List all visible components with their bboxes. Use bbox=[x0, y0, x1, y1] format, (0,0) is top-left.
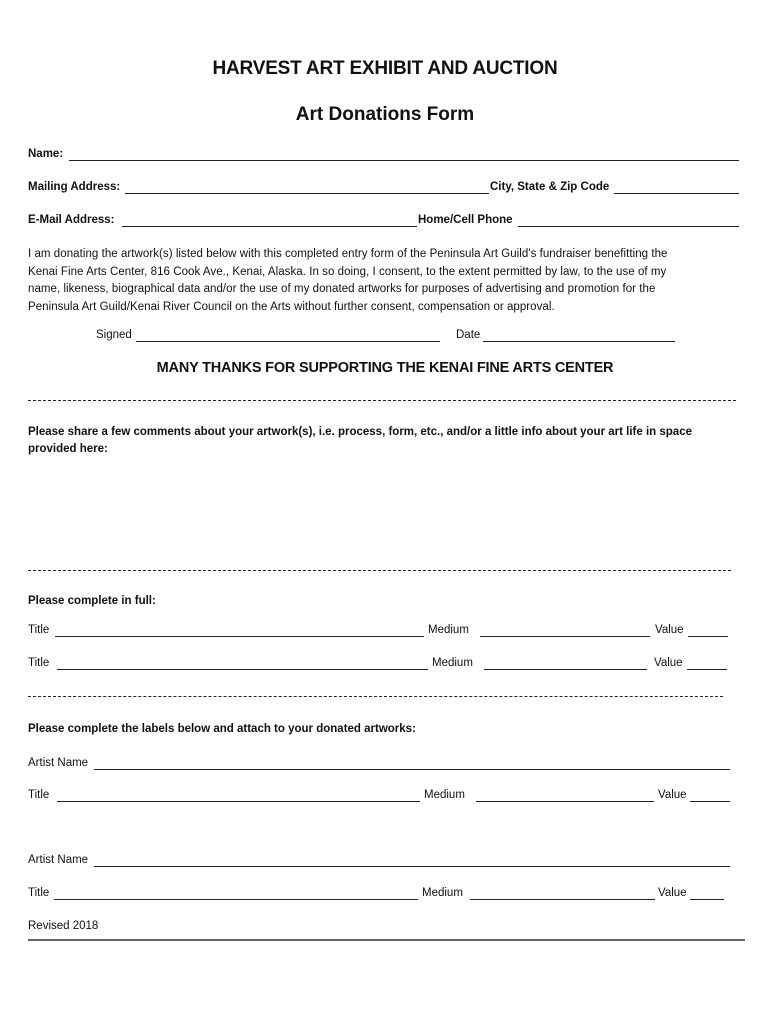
form-subtitle: Art Donations Form bbox=[295, 104, 475, 125]
title-field[interactable] bbox=[55, 636, 424, 637]
form-title: HARVEST ART EXHIBIT AND AUCTION bbox=[212, 58, 558, 79]
medium-label: Medium bbox=[422, 887, 463, 899]
comments-prompt-continued: provided here: bbox=[28, 443, 108, 455]
dashed-divider bbox=[28, 696, 723, 697]
date-field[interactable] bbox=[483, 341, 675, 342]
comments-prompt: Please share a few comments about your artwork(s), i.e. process, form, etc., and/or a little info about your art life in space bbox=[28, 426, 692, 438]
email-field[interactable] bbox=[122, 226, 417, 227]
complete-heading: Please complete in full: bbox=[28, 595, 156, 607]
consent-line: I am donating the artwork(s) listed below with this completed entry form of the Peninsula Art Guild's fundraiser benefitting the bbox=[28, 248, 668, 260]
mailing-address-field[interactable] bbox=[125, 193, 489, 194]
signed-label: Signed bbox=[96, 329, 132, 341]
thanks-heading: MANY THANKS FOR SUPPORTING THE KENAI FINE ARTS CENTER bbox=[156, 360, 614, 376]
value-field[interactable] bbox=[690, 899, 724, 900]
footer-rule bbox=[28, 939, 745, 941]
medium-field[interactable] bbox=[476, 801, 654, 802]
artist-name-field[interactable] bbox=[94, 769, 730, 770]
medium-label: Medium bbox=[428, 624, 469, 636]
signature-field[interactable] bbox=[136, 341, 440, 342]
consent-line: Peninsula Art Guild/Kenai River Council on the Arts without further consent, compensation or approval. bbox=[28, 300, 555, 313]
title-label: Title bbox=[28, 657, 50, 669]
dashed-divider bbox=[28, 570, 731, 571]
artist-name-label: Artist Name bbox=[28, 854, 89, 866]
dashed-divider bbox=[28, 400, 736, 401]
mailing-address-label: Mailing Address: bbox=[28, 181, 121, 193]
medium-label: Medium bbox=[432, 657, 473, 669]
artist-name-field[interactable] bbox=[94, 866, 730, 867]
medium-field[interactable] bbox=[484, 669, 647, 670]
value-field[interactable] bbox=[688, 636, 728, 637]
revised-note: Revised 2018 bbox=[28, 920, 99, 932]
medium-field[interactable] bbox=[480, 636, 650, 637]
consent-line: name, likeness, biographical data and/or the use of my donated artworks for purposes of advertising and promotion for the bbox=[28, 283, 656, 295]
title-field[interactable] bbox=[57, 669, 428, 670]
consent-paragraph bbox=[28, 246, 748, 316]
artist-name-label: Artist Name bbox=[28, 757, 89, 769]
value-field[interactable] bbox=[687, 669, 727, 670]
phone-label: Home/Cell Phone bbox=[418, 214, 513, 226]
value-label: Value bbox=[658, 789, 687, 801]
labels-heading: Please complete the labels below and attach to your donated artworks: bbox=[28, 723, 416, 735]
email-label: E-Mail Address: bbox=[28, 214, 115, 226]
medium-field[interactable] bbox=[470, 899, 655, 900]
title-field[interactable] bbox=[57, 801, 420, 802]
title-field[interactable] bbox=[54, 899, 418, 900]
value-label: Value bbox=[658, 887, 687, 899]
name-field[interactable] bbox=[69, 160, 739, 161]
phone-field[interactable] bbox=[518, 226, 739, 227]
value-label: Value bbox=[655, 624, 684, 636]
name-label: Name: bbox=[28, 148, 64, 160]
consent-line: Kenai Fine Arts Center, 816 Cook Ave., Kenai, Alaska. In so doing, I consent, to the extent permitted by law, to the use of my bbox=[28, 265, 667, 278]
title-label: Title bbox=[28, 624, 50, 636]
title-label: Title bbox=[28, 789, 50, 801]
title-label: Title bbox=[28, 887, 50, 899]
comments-area[interactable] bbox=[28, 465, 738, 560]
value-label: Value bbox=[654, 657, 683, 669]
city-state-zip-field[interactable] bbox=[614, 193, 739, 194]
value-field[interactable] bbox=[690, 801, 730, 802]
date-label: Date bbox=[456, 329, 481, 341]
city-state-zip-label: City, State & Zip Code bbox=[490, 181, 610, 193]
medium-label: Medium bbox=[424, 789, 465, 801]
